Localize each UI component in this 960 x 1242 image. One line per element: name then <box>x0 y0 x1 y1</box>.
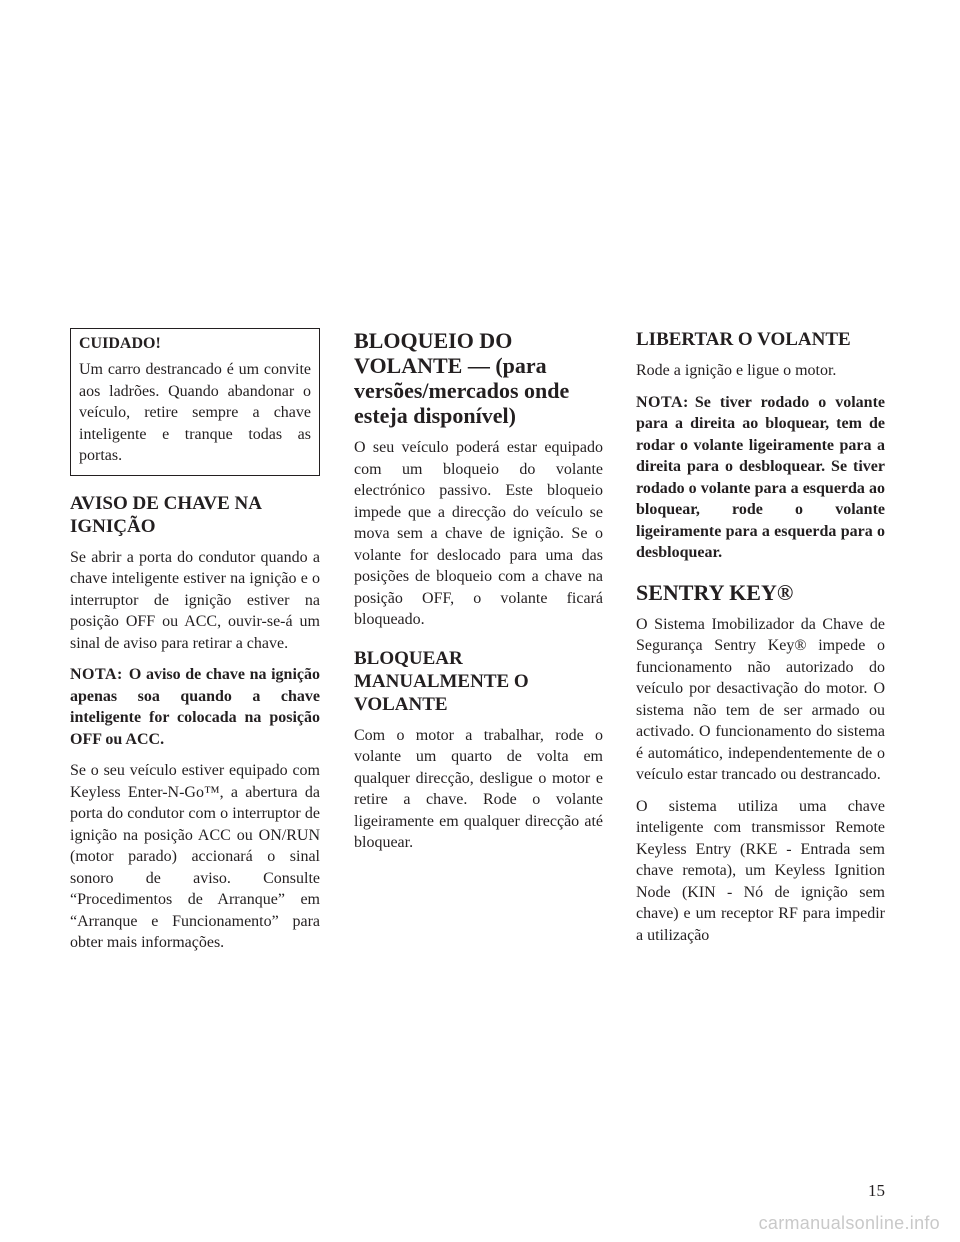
note-paragraph <box>70 664 320 750</box>
caution-box <box>70 328 320 476</box>
page-number: 15 <box>868 1181 885 1200</box>
section-heading-bloquear: BLOQUEAR MANUALMENTE O VOLANTE <box>354 647 529 715</box>
column-right <box>636 328 885 956</box>
paragraph: O sistema utiliza uma chave inteligente com transmissor Remote Keyless Entry (RKE - Entrada sem chave remota), um Keyless Ignition Node (KIN - Nó de ignição sem chave) e um receptor RF para impedir a utilização <box>636 797 885 944</box>
paragraph: Rode a ignição e ligue o motor. <box>636 362 837 379</box>
watermark-text: carmanualsonline.info <box>758 1213 940 1233</box>
paragraph: Com o motor a trabalhar, rode o volante um quarto de volta em qualquer direcção, desligue o motor e retire a chave. Rode o volante ligeiramente em qualquer direcção até bloquear. <box>354 726 603 851</box>
column-left <box>70 328 320 964</box>
paragraph: Se o seu veículo estiver equipado com Keyless Enter-N-Go™, a abertura da porta do condutor com o interruptor de ignição na posição ACC ou ON/RUN (motor parado) accionará o sinal sonoro de aviso. Consulte “Procedimentos de Arranque” em “Arranque e Funcionamento” para obter mais informações. <box>70 762 320 951</box>
note-text: O aviso de chave na ignição apenas soa quando a chave inteligente for colocada na posição OFF ou ACC. <box>70 666 320 748</box>
paragraph: O Sistema Imobilizador da Chave de Segurança Sentry Key® impede o funcionamento não autorizado do veículo por desactivação do motor. O sistema não tem de ser armado ou activado. O funcionamento do sistema é automático, independentemente de o veículo estar trancado ou destrancado. <box>636 615 885 783</box>
section-heading-libertar: LIBERTAR O VOLANTE <box>636 329 851 350</box>
section-heading-aviso: AVISO DE CHAVE NA IGNIÇÃO <box>70 492 261 537</box>
caution-text: Um carro destrancado é um convite aos ladrões. Quando abandonar o veículo, retire sempre a chave inteligente e tranque todas as portas. <box>79 361 311 464</box>
paragraph: O seu veículo poderá estar equipado com um bloqueio do volante electrónico passivo. Este bloqueio impede que a direcção do veículo se mova sem a chave de ignição. Se o volante for deslocado para uma das posições de bloqueio com a chave na posição OFF, o volante ficará bloqueado. <box>354 439 603 628</box>
note-label: NOTA: <box>636 393 689 411</box>
section-heading-sentry: SENTRY KEY® <box>636 579 794 605</box>
column-middle <box>354 328 603 864</box>
note-text: Se tiver rodado o volante para a direita ao bloquear, tem de rodar o volante ligeiramente para a direita para o desbloquear. Se tiver rodado o volante para a esquerda ao bloquear, rode o volante ligeiramente para a esquerda para o desbloquear. <box>636 393 885 561</box>
note-paragraph <box>636 392 885 564</box>
paragraph: Se abrir a porta do condutor quando a chave inteligente estiver na ignição e o interruptor de ignição estiver na posição OFF ou ACC, ouvir-se-á um sinal de aviso para retirar a chave. <box>70 548 320 652</box>
section-heading-bloqueio: BLOQUEIO DO VOLANTE — (para versões/mercados onde esteja disponível) <box>354 328 570 428</box>
caution-title: CUIDADO! <box>79 335 161 352</box>
note-label: NOTA: <box>70 666 123 683</box>
